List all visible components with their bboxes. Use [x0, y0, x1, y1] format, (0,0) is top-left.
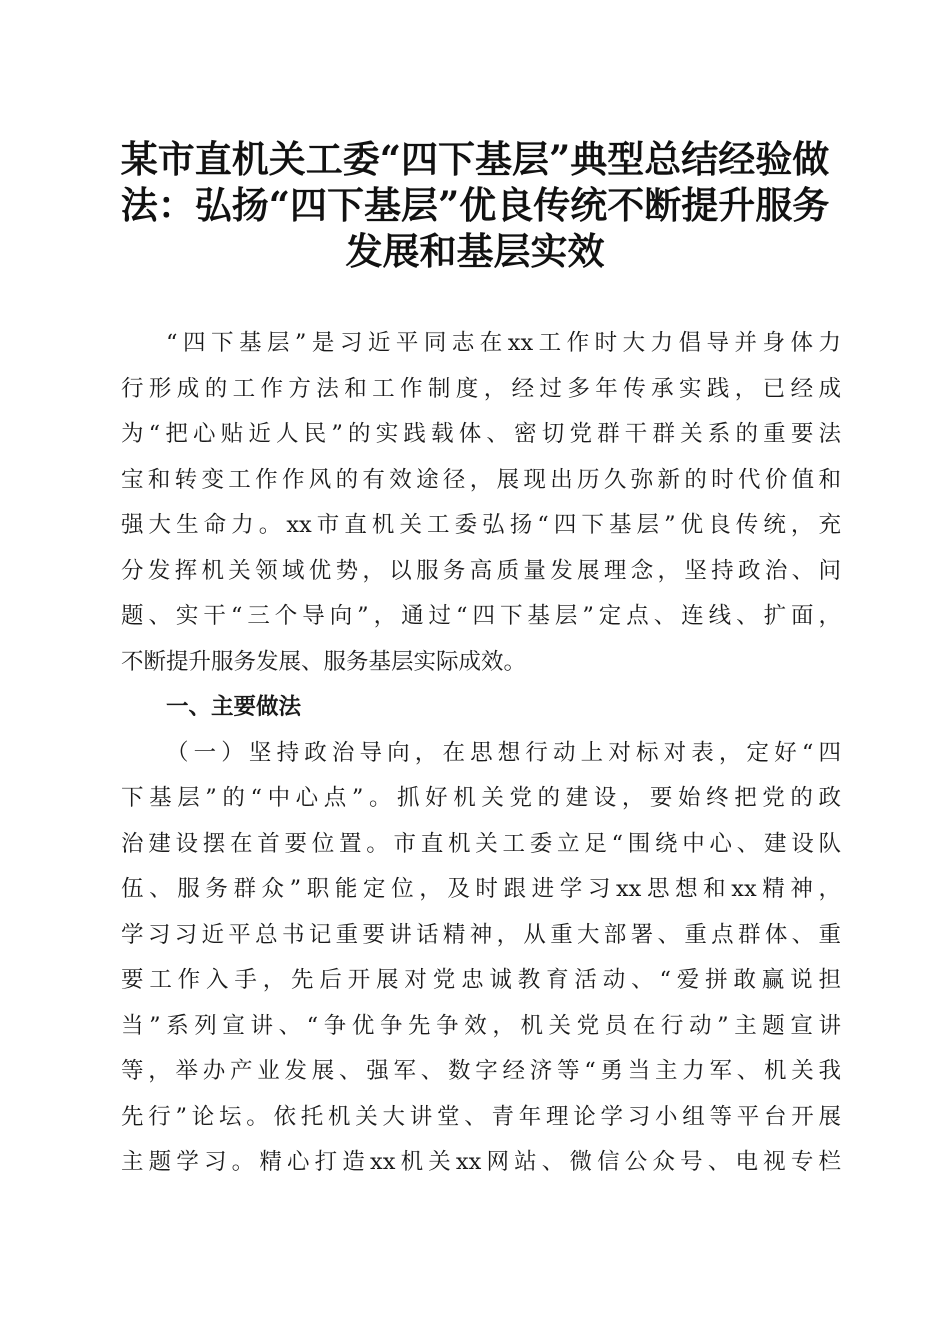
text-line: 行形成的工作方法和工作制度，经过多年传承实践，已经成 — [121, 375, 841, 402]
text-line: 要工作入手，先后开展对党忠诚教育活动、“爱拼敢赢说担 — [121, 967, 841, 993]
intro-paragraph — [121, 321, 841, 685]
text-line: （一）坚持政治导向，在思想行动上对标对表，定好“四 — [166, 739, 841, 766]
title-line: 法：弘扬“四下基层”优良传统不断提升服务 — [120, 183, 830, 227]
text-line: “四下基层”是习近平同志在xx工作时大力倡导并身体力 — [166, 330, 841, 356]
text-line: 当”系列宣讲、“争优争先争效，机关党员在行动”主题宣讲 — [121, 1012, 841, 1039]
text-line: 治建设摆在首要位置。市直机关工委立足“围绕中心、建设队 — [121, 830, 841, 857]
title-line: 某市直机关工委“四下基层”典型总结经验做 — [120, 137, 830, 181]
text-line: 强大生命力。xx市直机关工委弘扬“四下基层”优良传统，充 — [121, 512, 841, 538]
text-line: 不断提升服务发展、服务基层实际成效。 — [121, 648, 527, 675]
document-title — [110, 136, 840, 274]
text-line: 伍、服务群众”职能定位，及时跟进学习xx思想和xx精神， — [121, 876, 841, 902]
text-line: 下基层”的“中心点”。抓好机关党的建设，要始终把党的政 — [121, 785, 841, 811]
document-body — [121, 321, 841, 1186]
text-line: 宝和转变工作作风的有效途径，展现出历久弥新的时代价值和 — [121, 466, 841, 493]
section-heading: 一、主要做法 — [166, 694, 302, 720]
text-line: 先行”论坛。依托机关大讲堂、青年理论学习小组等平台开展 — [121, 1103, 841, 1130]
text-line: 分发挥机关领域优势，以服务高质量发展理念，坚持政治、问 — [121, 557, 841, 584]
text-line: 为“把心贴近人民”的实践载体、密切党群干群关系的重要法 — [121, 421, 841, 447]
text-line: 题、实干“三个导向”，通过“四下基层”定点、连线、扩面， — [121, 603, 841, 629]
title-line: 发展和基层实效 — [345, 229, 605, 273]
text-line: 等，举办产业发展、强军、数字经济等“勇当主力军、机关我 — [121, 1058, 841, 1084]
text-line: 主题学习。精心打造xx机关xx网站、微信公众号、电视专栏 — [121, 1149, 841, 1175]
text-line: 学习习近平总书记重要讲话精神，从重大部署、重点群体、重 — [121, 921, 841, 948]
section-paragraph — [121, 731, 841, 1186]
